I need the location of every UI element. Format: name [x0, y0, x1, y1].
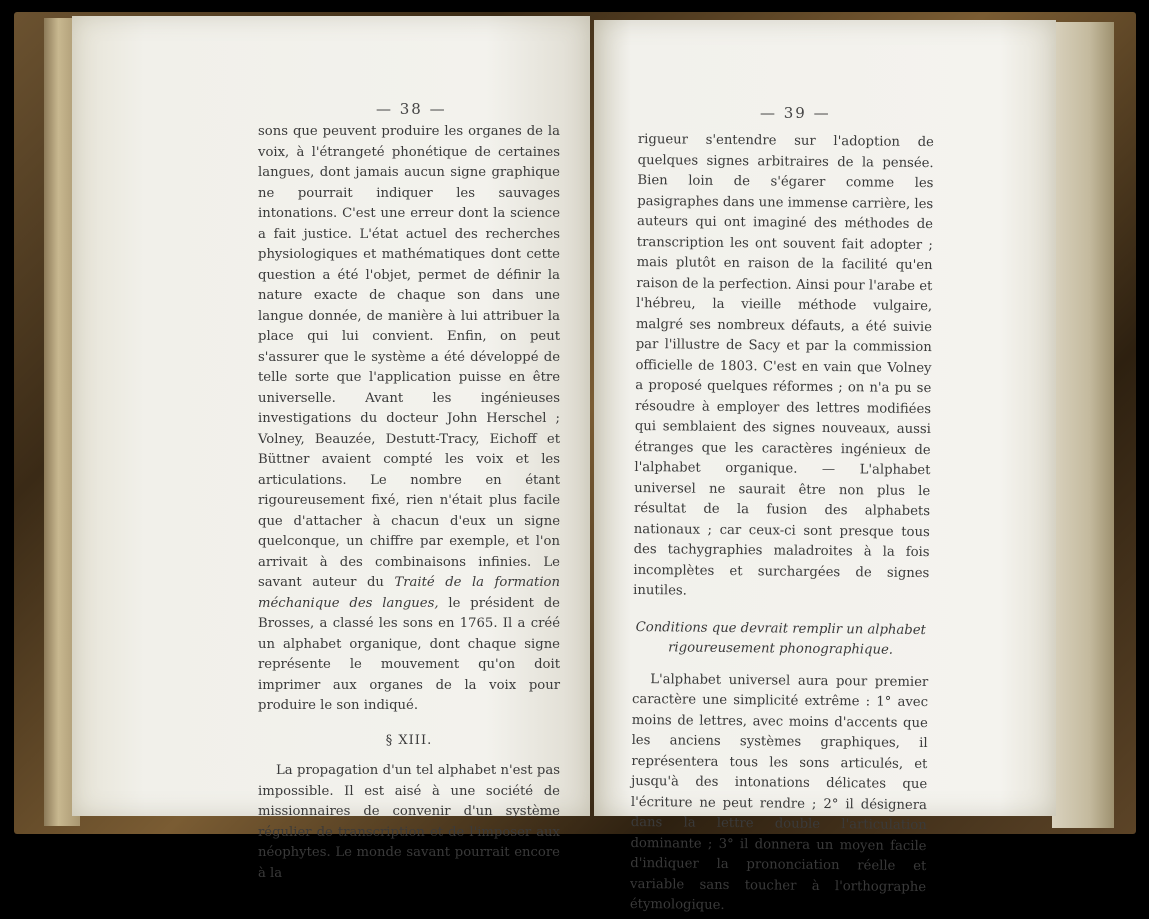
right-page-number: — 39 —: [760, 104, 831, 122]
right-page-text: [630, 130, 934, 919]
left-paragraph-2: La propagation d'un tel alphabet n'est pas impossible. Il est aisé à une société de missionnaires de convenir d'un système régulier de transcription et de l'imposer aux néophytes. Le monde savant pourrait encore à la: [258, 763, 560, 881]
left-page-number: — 38 —: [376, 100, 447, 118]
right-paragraph-1: rigueur s'entendre sur l'adoption de quelques signes arbitraires de la pensée. Bien loin de s'égarer comme les pasigraphes dans une immense carrière, les auteurs qui ont imaginé des méthodes de transcription les ont souvent fait adopter ; mais plutôt en raison de la facilité qu'en raison de la perfection. Ainsi pour l'arabe et l'hébreu, la vieille méthode vulgaire, malgré ses nombreux défauts, a été suivie par l'illustre de Sacy et par la commission officielle de 1803. C'est en vain que Volney a proposé quelques réformes ; on n'a pu se résoudre à employer des lettres modifiées qui semblaient des signes nouveaux, aussi étranges que les caractères ingénieux de l'alphabet organique. — L'alphabet universel ne saurait être non plus le résultat de la fusion des alphabets nationaux ; car ceux-ci sont presque tous des tachygraphies maladroites à la fois incomplètes et surchargées de signes inutiles.: [633, 131, 934, 599]
right-paragraph-2: L'alphabet universel aura pour premier caractère une simplicité extrême : 1° avec moins de lettres, avec moins d'accents que les anciens systèmes graphiques, il représentera tous les sons articulés, et jusqu'à des intonations délicates que l'écriture ne peut rendre ; 2° il désignera dans la lettre double l'articulation dominante ; 3° il donnera un moyen facile d'indiquer la prononciation réelle et variable sans toucher à l'orthographe étymologique.: [629, 671, 929, 913]
left-page-text: [258, 122, 560, 884]
left-paragraph-1-end: le président de Brosses, a classé les sons en 1765. Il a créé un alphabet organique, dont chaque signe représente le mouvement qu'on doit imprimer aux organes de la voix pour produire le son indiqué.: [258, 595, 560, 713]
right-subheading: [632, 617, 928, 660]
left-paragraph-1-text: sons que peuvent produire les organes de la voix, à l'étrangeté phonétique de certaines langues, dont jamais aucun signe graphique ne pourrait indiquer les sauvages intonations. C'est une erreur dont la science a fait justice. L'état actuel des recherches physiologiques et mathématiques dont cette question a été l'objet, permet de définir la nature exacte de chaque son dans une langue donnée, de manière à lui attribuer la place qui lui convient. Enfin, on peut s'assurer que le système a été développé de telle sorte que l'application puisse en être universelle. Avant les ingénieuses investigations du docteur John Herschel ; Volney, Beauzée, Destutt-Tracy, Eichoff et Büttner avaient compté les voix et les articulations. Le nombre en étant rigoureusement fixé, rien n'était plus facile que d'attacher à chacun d'eux un signe quelconque, un chiffre par exemple, et l'on arrivait à des combinaisons infinies. Le savant auteur du: [258, 124, 560, 590]
right-page-edges: [1052, 22, 1114, 828]
subheading-line-2: rigoureusement phonographique.: [668, 639, 894, 658]
left-paragraph-1: [258, 122, 560, 717]
subheading-line-1: Conditions que devrait remplir un alphabet: [635, 619, 926, 638]
left-italic-title: Traité de la formation méchanique des langues,: [258, 575, 560, 611]
section-heading: § XIII.: [385, 732, 433, 748]
